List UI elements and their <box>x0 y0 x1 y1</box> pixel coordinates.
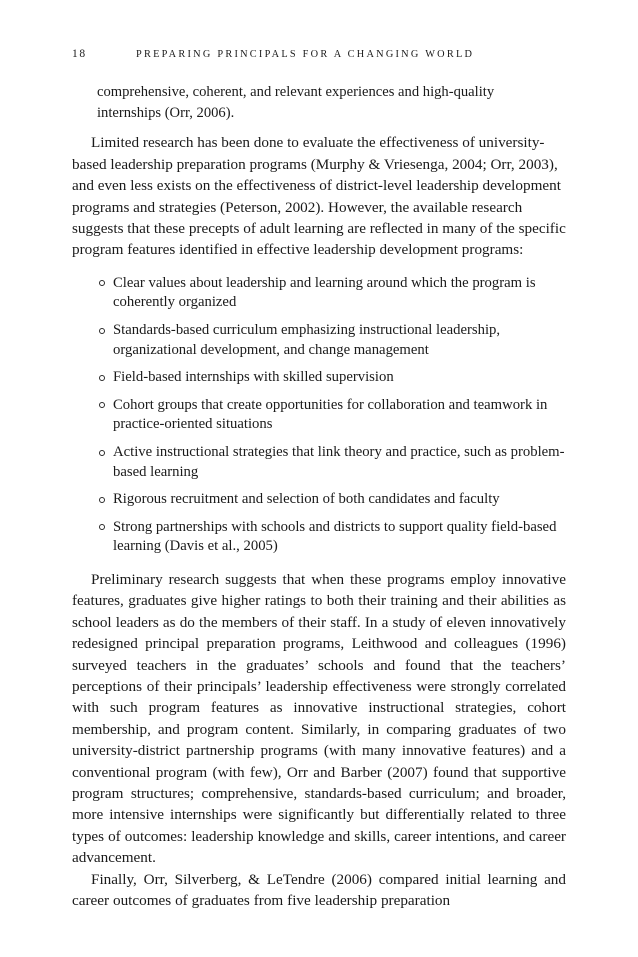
list-item-text: Clear values about leadership and learning around which the program is coherently organized <box>113 274 536 311</box>
page-number: 18 <box>72 48 87 60</box>
open-circle-bullet-icon <box>99 280 105 286</box>
running-head-title: PREPARING PRINCIPALS FOR A CHANGING WORLD <box>136 49 475 60</box>
list-item <box>99 396 566 435</box>
list-item <box>99 368 566 388</box>
list-item-text: Active instructional strategies that link theory and practice, such as problem-based learning <box>113 444 565 480</box>
paragraph-finally: Finally, Orr, Silverberg, & LeTendre (2006) compared initial learning and career outcomes of graduates from five leadership preparation <box>72 870 566 910</box>
list-item-text: Field-based internships with skilled supervision <box>113 369 394 386</box>
list-item <box>99 443 566 482</box>
list-item-text: Rigorous recruitment and selection of both candidates and faculty <box>113 491 500 508</box>
paragraph-preliminary-research: Preliminary research suggests that when these programs employ innovative features, graduates give higher ratings to both their training and their abilities as school leaders as do the members of their staff. In a study of eleven innovatively redesigned principal preparation programs, Leithwood and colleagues (1996) surveyed teachers in the graduates’ schools and found that the teachers’ perceptions of their principals’ leadership effectiveness were strongly correlated with such program features as innovative instructional strategies, cohort membership, and program content. Similarly, in comparing graduates of two university-district partnership programs (with many innovative features) and a conventional program (with few), Orr and Barber (2007) found that supportive program structures; comprehensive, standards-based curriculum; and broader, more intensive internships were significantly but differentially related to three types of outcomes: leadership knowledge and skills, career intentions, and career advancement. <box>72 570 566 867</box>
feature-list <box>72 274 566 557</box>
open-circle-bullet-icon <box>99 450 105 456</box>
text-block <box>72 82 566 911</box>
open-circle-bullet-icon <box>99 524 105 530</box>
list-item <box>99 274 566 313</box>
open-circle-bullet-icon <box>99 402 105 408</box>
open-circle-bullet-icon <box>99 375 105 381</box>
open-circle-bullet-icon <box>99 328 105 334</box>
running-head <box>72 48 566 66</box>
extract-paragraph: comprehensive, coherent, and relevant experiences and high-quality internships (Orr, 2006). <box>97 84 495 122</box>
list-item-text: Standards-based curriculum emphasizing instructional leadership, organizational development, and change management <box>113 322 501 358</box>
paragraph-limited-research: Limited research has been done to evaluate the effectiveness of university-based leadership preparation programs (Murphy & Vriesenga, 2004; Orr, 2003), and even less exists on the effectiveness of district-level leadership development programs and strategies (Peterson, 2002). However, the available research suggests that these precepts of adult learning are reflected in many of the specific program features identified in effective leadership development programs: <box>72 134 566 259</box>
open-circle-bullet-icon <box>99 497 105 503</box>
list-item-text: Cohort groups that create opportunities for collaboration and teamwork in practice-oriented situations <box>113 396 548 433</box>
list-item <box>99 518 566 557</box>
list-item <box>99 490 566 510</box>
list-item-text: Strong partnerships with schools and districts to support quality field-based learning (Davis et al., 2005) <box>113 518 557 555</box>
list-item <box>99 321 566 360</box>
